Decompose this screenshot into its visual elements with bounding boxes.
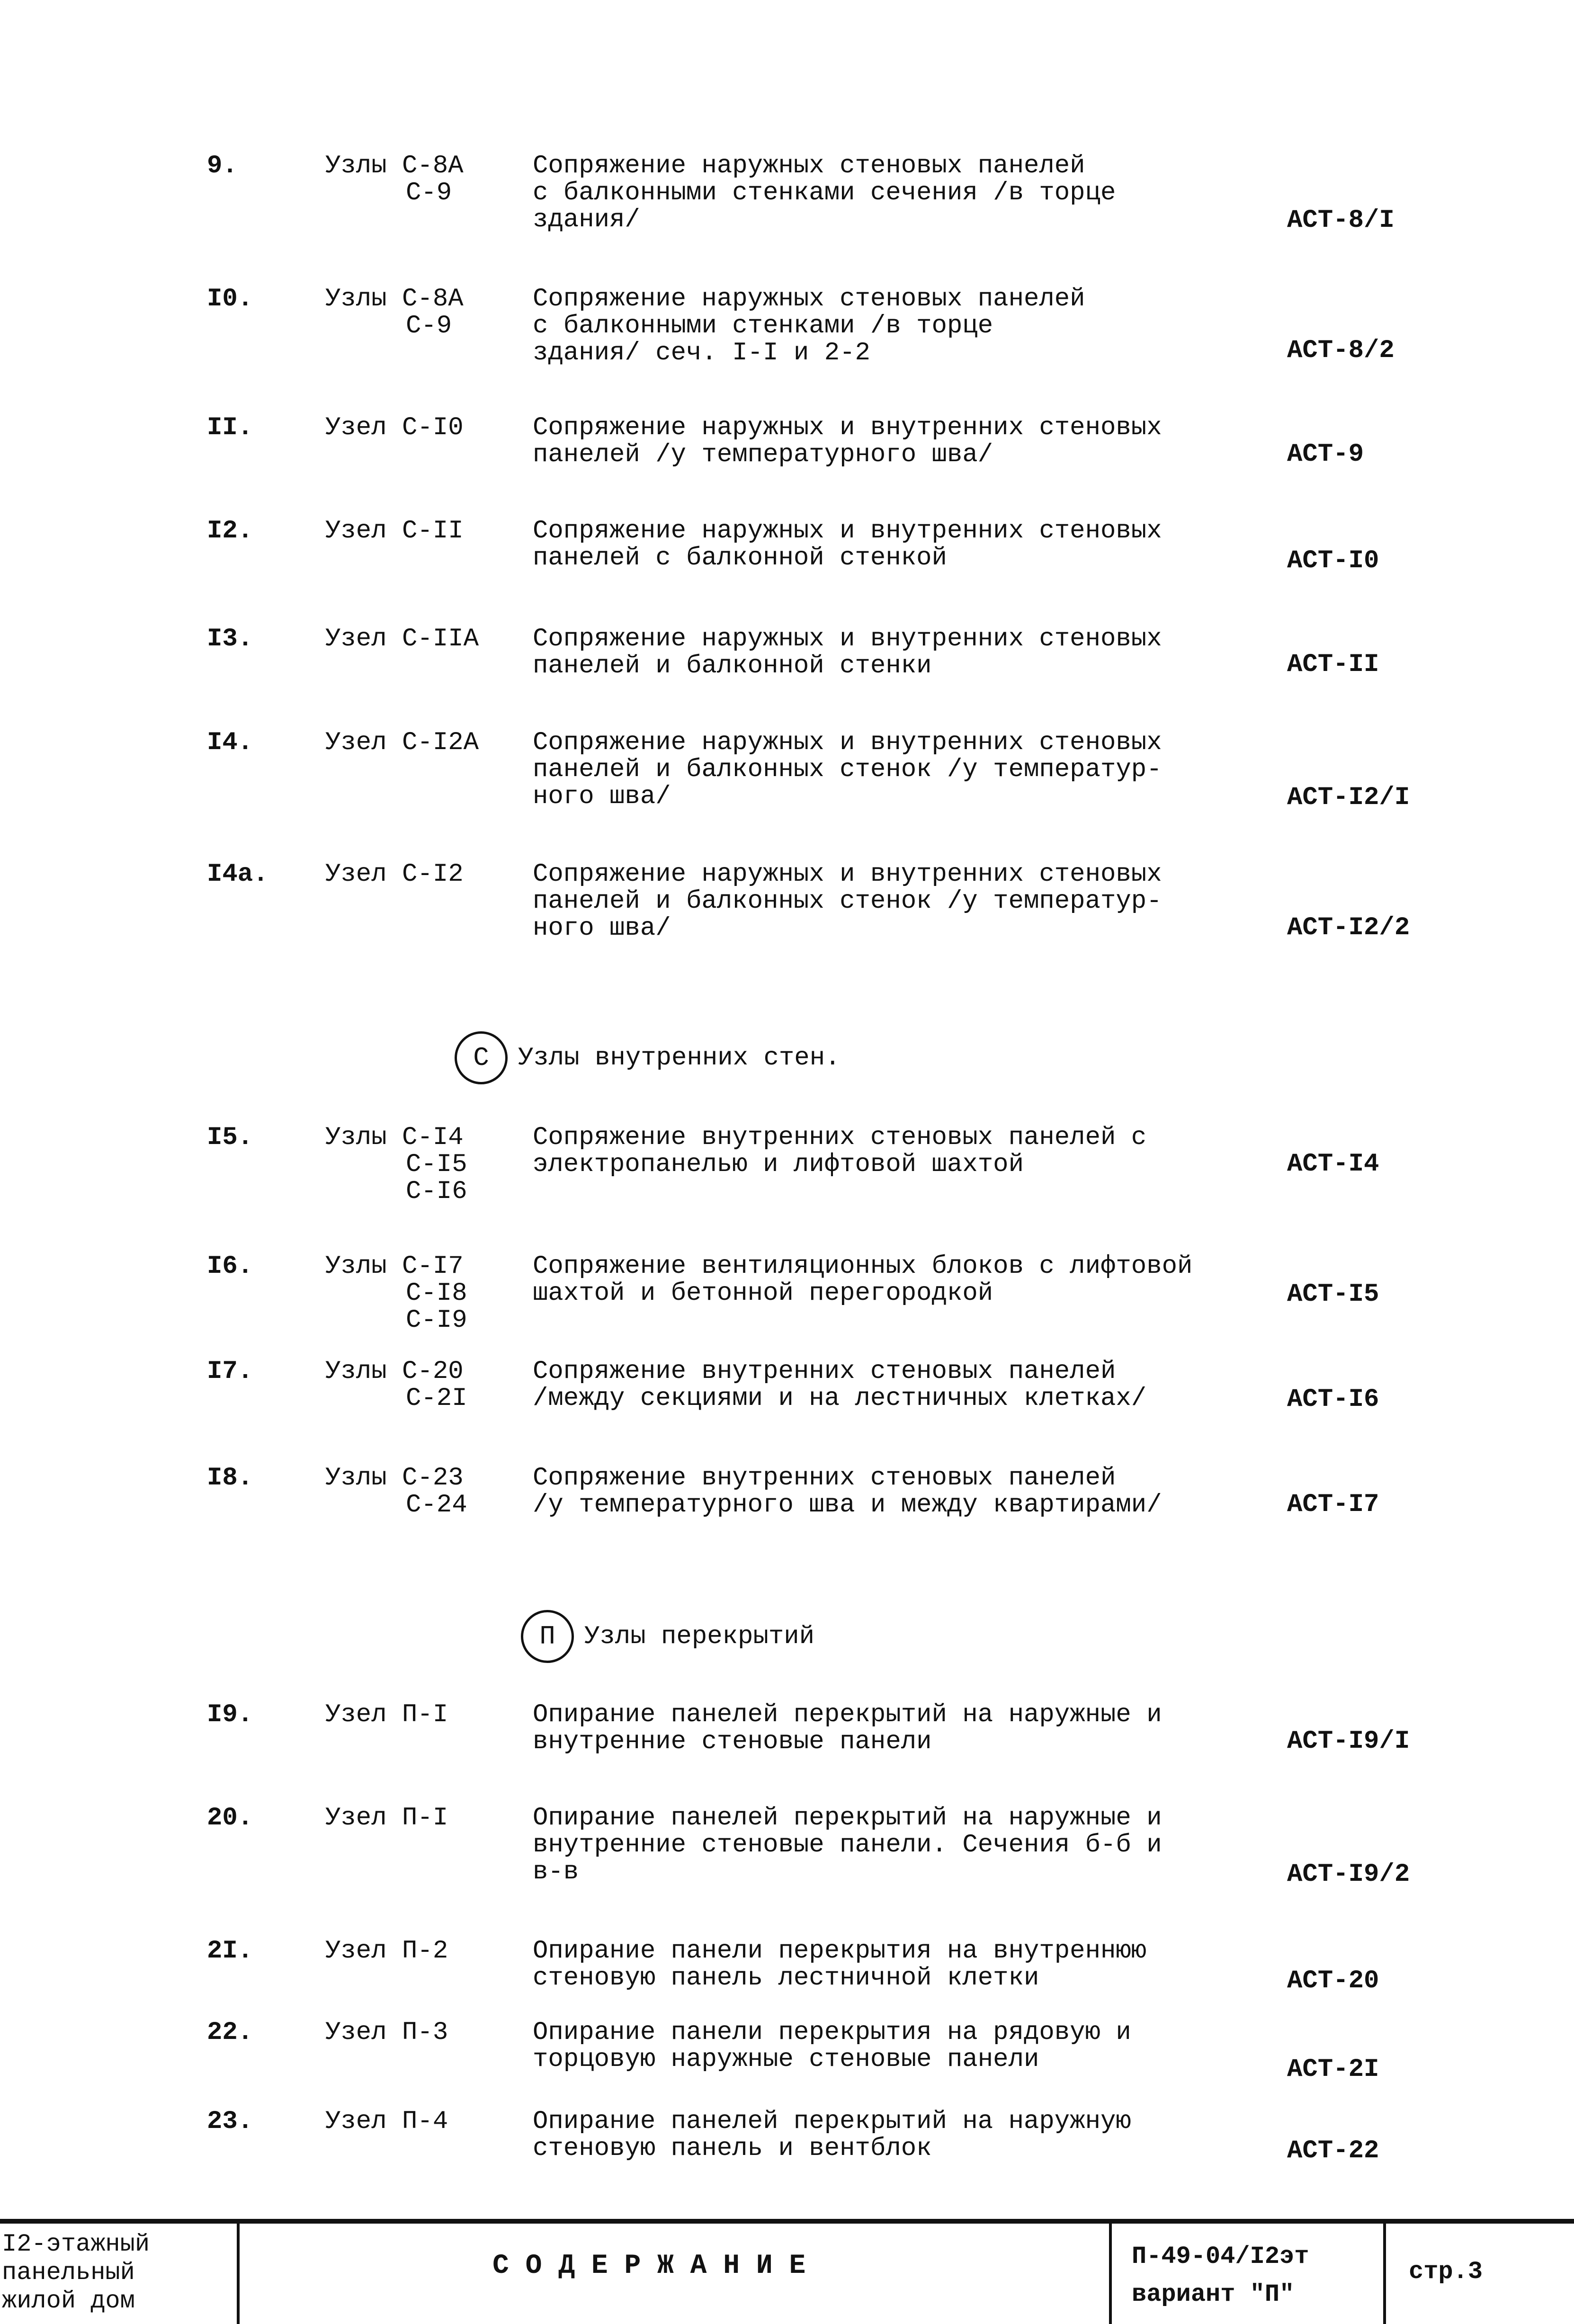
node-line: Узлы С-I7 [325,1252,464,1281]
item-description [533,1124,1146,1178]
item-number: 23. [207,2107,253,2136]
sheet-code: АСТ-2I [1287,2055,1379,2084]
section-mark: П [521,1610,574,1663]
description-line: шахтой и бетонной перегородкой [533,1279,993,1308]
section-heading-floors [521,1610,814,1663]
node-line: Узлы С-20 [325,1357,464,1386]
sheet-code: АСТ-9 [1287,440,1364,469]
description-line: электропанелью и лифтовой шахтой [533,1150,1024,1179]
description-line: Сопряжение внутренних стеновых панелей с [533,1123,1147,1152]
item-number: I2. [207,517,253,545]
description-line: в-в [533,1858,579,1886]
node-label [325,1805,448,1832]
node-label [325,861,464,888]
description-line: Сопряжение наружных стеновых панелей [533,152,1085,180]
item-description [533,861,1162,942]
description-line: торцовую наружные стеновые панели [533,2045,1039,2074]
node-line: Узел П-I [325,1804,448,1832]
node-label [325,152,464,206]
node-line: Узел П-3 [325,2018,448,2047]
document-title: С О Д Е Р Ж А Н И Е [492,2251,806,2281]
node-line: Узел С-I2 [325,860,464,889]
page-number: стр.3 [1409,2258,1483,2286]
sheet-code: АСТ-I4 [1287,1150,1379,1179]
description-line: Сопряжение наружных и внутренних стеновых [533,728,1162,757]
node-label [325,1701,448,1728]
item-number: I0. [207,285,253,313]
node-line: С-2I [406,1384,467,1413]
node-line: С-9 [406,312,452,340]
sheet-code: АСТ-22 [1287,2136,1379,2165]
node-line: Узел С-I2А [325,728,479,757]
description-line: с балконными стенками сечения /в торце [533,179,1116,207]
sheet-code: АСТ-I9/2 [1287,1860,1410,1889]
section-title: Узлы перекрытий [584,1622,815,1651]
node-label [325,414,464,441]
node-label [325,2019,448,2046]
description-line: ного шва/ [533,782,671,811]
node-label [325,2108,448,2135]
node-label [325,1938,448,1965]
item-number: I4а. [207,860,268,889]
node-line: С-9 [406,179,452,207]
node-label [325,518,464,545]
item-description [533,518,1162,572]
section-title: Узлы внутренних стен. [518,1043,841,1073]
node-line: С-I6 [406,1177,467,1206]
description-line: /между секциями и на лестничных клетках/ [533,1384,1147,1413]
section-mark: С [455,1031,508,1084]
description-line: с балконными стенками /в торце [533,312,993,340]
node-label [325,286,464,340]
description-line: панелей и балконных стенок /у температур- [533,887,1162,916]
node-line: С-24 [406,1491,467,1520]
item-description [533,1253,1192,1307]
description-line: Сопряжение наружных и внутренних стеновых [533,413,1162,442]
item-description [533,2019,1131,2073]
item-number: I5. [207,1123,253,1152]
node-line: Узлы С-8А [325,285,464,313]
sheet-code: АСТ-I9/I [1287,1727,1410,1756]
sheet-code: АСТ-I6 [1287,1385,1379,1414]
description-line: Опирание панелей перекрытий на наружные и [533,1804,1162,1832]
node-line: Узел С-IIА [325,625,479,653]
description-line: здания/ сеч. I-I и 2-2 [533,339,870,367]
item-description [533,626,1162,679]
description-line: Сопряжение внутренних стеновых панелей [533,1464,1116,1493]
item-number: I7. [207,1357,253,1386]
sheet-code: АСТ-I7 [1287,1490,1379,1519]
description-line: здания/ [533,206,640,234]
item-number: I4. [207,728,253,757]
item-description [533,2108,1131,2162]
item-description [533,1701,1162,1755]
description-line: панелей с балконной стенкой [533,544,947,572]
node-label [325,1358,467,1412]
description-line: внутренние стеновые панели [533,1727,932,1756]
description-line: Сопряжение внутренних стеновых панелей [533,1357,1116,1386]
sheet-code: АСТ-I5 [1287,1280,1379,1309]
description-line: Сопряжение наружных и внутренних стеновых [533,860,1162,889]
description-line: Сопряжение наружных и внутренних стеновых [533,517,1162,545]
item-number: I8. [207,1464,253,1493]
description-line: панелей и балконных стенок /у температур- [533,755,1162,784]
description-line: стеновую панель лестничной клетки [533,1964,1039,1993]
description-line: Сопряжение вентиляционных блоков с лифтовой [533,1252,1193,1281]
description-line: панелей и балконной стенки [533,652,932,680]
item-description [533,1805,1162,1886]
node-line: С-I8 [406,1279,467,1308]
sheet-code: АСТ-8/2 [1287,336,1395,365]
item-number: I9. [207,1700,253,1729]
node-label [325,729,479,756]
item-description [533,729,1162,810]
node-line: Узлы С-23 [325,1464,464,1493]
object-line: I2-этажный [2,2230,150,2258]
node-label [325,1124,467,1205]
item-number: II. [207,413,253,442]
item-number: I6. [207,1252,253,1281]
item-description [533,286,1085,366]
item-description [533,1938,1146,1992]
item-number: 22. [207,2018,253,2047]
description-line: Опирание панелей перекрытий на наружные и [533,1700,1162,1729]
description-line: Опирание панелей перекрытий на наружную [533,2107,1131,2136]
node-label [325,626,479,653]
sheet-code: АСТ-I2/I [1287,783,1410,812]
object-line: панельный [2,2259,135,2287]
node-line: С-I9 [406,1306,467,1335]
series-code: П-49-04/I2эт [1132,2243,1309,2270]
variant: вариант "П" [1132,2280,1295,2308]
item-description [533,1358,1146,1412]
node-line: Узлы С-8А [325,152,464,180]
sheet-code: АСТ-20 [1287,1966,1379,1995]
description-line: стеновую панель и вентблок [533,2134,932,2163]
node-line: Узел П-I [325,1700,448,1729]
title-block [0,2219,1574,2324]
node-line: Узел С-I0 [325,413,464,442]
item-description [533,414,1162,468]
section-heading-internal-walls [455,1031,841,1084]
node-line: Узел С-II [325,517,464,545]
object-name [2,2230,150,2315]
description-line: ного шва/ [533,914,671,943]
node-label [325,1253,467,1334]
description-line: панелей /у температурного шва/ [533,440,993,469]
item-description [533,152,1116,233]
sheet-code: АСТ-I0 [1287,546,1379,575]
description-line: /у температурного шва и между квартирами/ [533,1491,1162,1520]
item-number: 2I. [207,1937,253,1966]
description-line: Опирание панели перекрытия на внутреннюю [533,1937,1147,1966]
node-line: Узлы С-I4 [325,1123,464,1152]
description-line: Сопряжение наружных стеновых панелей [533,285,1085,313]
node-label [325,1465,467,1519]
description-line: Опирание панели перекрытия на рядовую и [533,2018,1131,2047]
sheet-code: АСТ-II [1287,650,1379,679]
object-line: жилой дом [2,2287,135,2315]
item-description [533,1465,1162,1519]
description-line: Сопряжение наружных и внутренних стеновых [533,625,1162,653]
node-line: Узел П-2 [325,1937,448,1966]
item-number: I3. [207,625,253,653]
sheet-code: АСТ-8/I [1287,206,1395,235]
node-line: С-I5 [406,1150,467,1179]
item-number: 9. [207,152,238,180]
sheet-code: АСТ-I2/2 [1287,913,1410,942]
description-line: внутренние стеновые панели. Сечения б-б и [533,1831,1162,1859]
item-number: 20. [207,1804,253,1832]
node-line: Узел П-4 [325,2107,448,2136]
